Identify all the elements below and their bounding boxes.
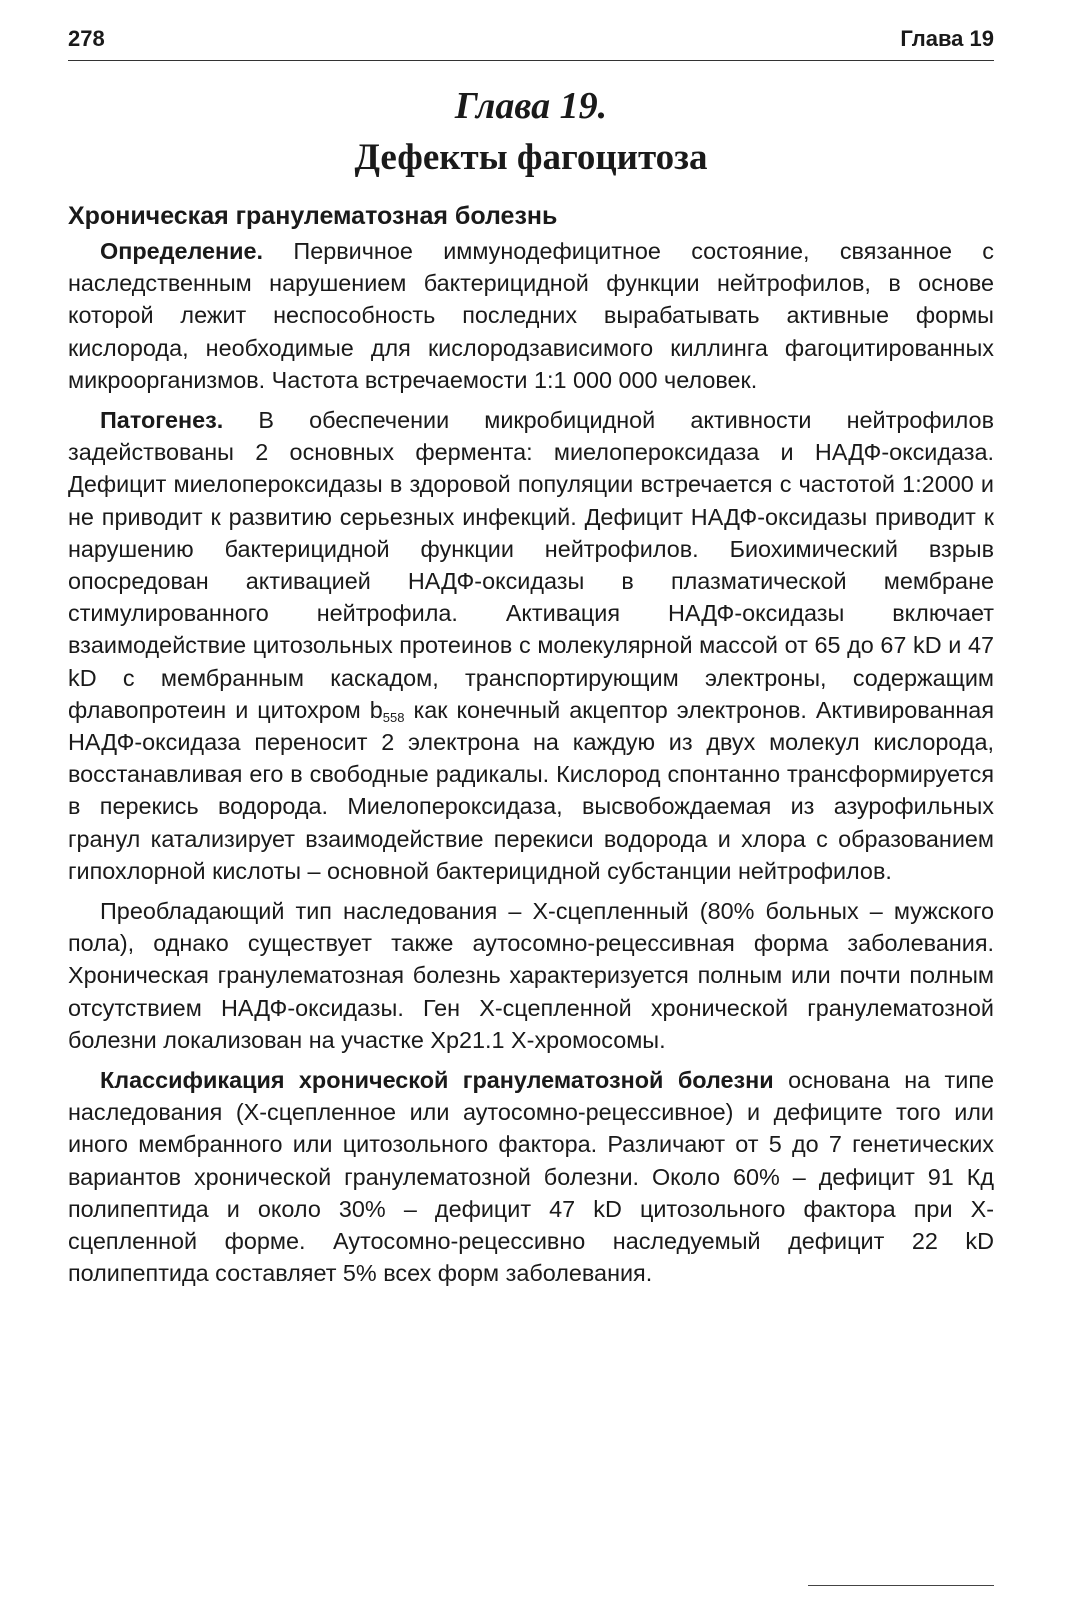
classification-lead: Классификация хронической гранулематозной болезни	[100, 1067, 774, 1094]
paragraph-pathogenesis	[68, 404, 994, 887]
pathogenesis-text: В обеспечении микробицидной активности нейтрофилов задействованы 2 основных фермента: миелопероксидаза и НАДФ-оксидаза. Дефицит миелопероксидазы в здоровой популяции встречается с частотой 1:2000 и не приводит к развитию серьезных инфекций. Дефицит НАДФ-оксидазы приводит к нарушению бактерицидной функции нейтрофилов. Биохимический взрыв опосредован активацией НАДФ-оксидазы в плазматической мембране стимулированного нейтрофила. Активация НАДФ-оксидазы включает взаимодействие цитозольных протеинов с молекулярной массой от 65 до 67 kD и 47 kD с мембранным каскадом, транспортирующим электроны, содержащим флавопротеин и цитохром b	[68, 407, 994, 723]
footer-rule	[808, 1585, 994, 1586]
section-title: Хроническая гранулематозная болезнь	[68, 202, 558, 230]
inheritance-text: Преобладающий тип наследования – Х-сцепленный (80% больных – мужского пола), однако существует также аутосомно-рецессивная форма заболевания. Хроническая гранулематозная болезнь характеризуется полным или почти полным отсутствием НАДФ-оксидазы. Ген Х-сцепленной хронической гранулематозной болезни локализован на участке Хр21.1 Х-хромосомы.	[68, 898, 994, 1053]
definition-text: Первичное иммунодефицитное состояние, связанное с наследственным нарушением бактерицидной функции нейтрофилов, в основе которой лежит неспособность последних вырабатывать активные формы кислорода, необходимые для кислородзависимого киллинга фагоцитированных микроорганизмов. Частота встречаемости 1:1 000 000 человек.	[68, 238, 994, 393]
definition-lead: Определение.	[100, 238, 264, 264]
classification-text: основана на типе наследования (Х-сцепленное или аутосомно-рецессивное) и дефиците того или иного мембранного или цитозольного фактора. Различают от 5 до 7 генетических вариантов хронической гранулематозной болезни. Около 60% – дефицит 91 Кд полипептида и около 30% – дефицит 47 kD цитозольного фактора при Х-сцепленной форме. Аутосомно-рецессивно наследуемый дефицит 22 kD полипептида составляет 5% всех форм заболевания.	[68, 1067, 995, 1287]
page-number: 278	[68, 26, 105, 51]
paragraph-inheritance	[68, 895, 994, 1056]
chapter-title: Дефекты фагоцитоза	[354, 137, 708, 178]
pathogenesis-text-continued: как конечный акцептор электронов. Активированная НАДФ-оксидаза переносит 2 электрона на каждую из двух молекул кислорода, восстанавливая его в свободные радикалы. Кислород спонтанно трансформируется в перекись водорода. Миелопероксидаза, высвобождаемая из азурофильных гранул катализирует взаимодействие перекиси водорода и хлора с образованием гипохлорной кислоты – основной бактерицидной субстанции нейтрофилов.	[68, 696, 994, 884]
chapter-heading	[68, 82, 994, 182]
chapter-number: Глава 19.	[454, 85, 608, 127]
paragraph-definition	[68, 235, 994, 396]
cytochrome-subscript: 558	[382, 709, 405, 725]
paragraph-classification	[68, 1064, 994, 1289]
running-head	[68, 22, 994, 61]
running-title: Глава 19	[900, 26, 994, 51]
pathogenesis-lead: Патогенез.	[100, 407, 224, 434]
main-content	[68, 199, 994, 1298]
